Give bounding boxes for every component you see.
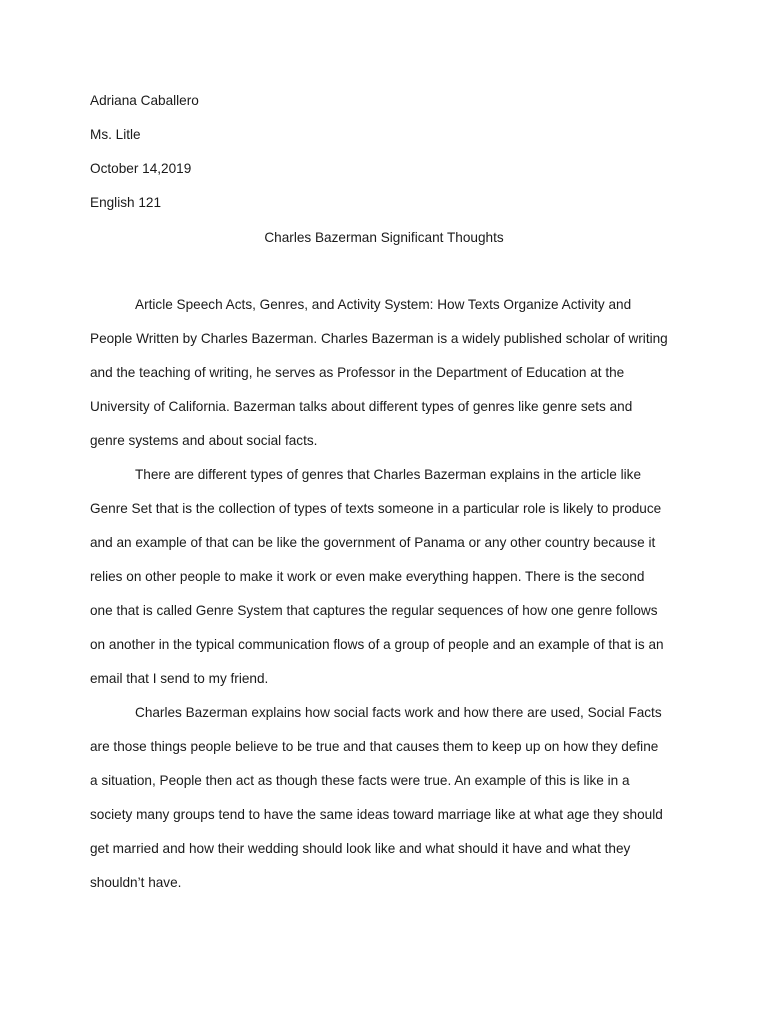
paragraph-line: one that is called Genre System that captures the regular sequences of how one genre follows: [90, 603, 658, 618]
instructor-name: Ms. Litle: [90, 127, 141, 142]
paragraph-line: There are different types of genres that Charles Bazerman explains in the article like: [135, 467, 642, 482]
author-name: Adriana Caballero: [90, 93, 199, 108]
paragraph-line: a situation, People then act as though these facts were true. An example of this is like in a: [90, 773, 630, 788]
paragraph-line: Charles Bazerman explains how social facts work and how there are used, Social Facts: [135, 705, 662, 720]
paragraph-line: email that I send to my friend.: [90, 671, 269, 686]
paragraph-line: shouldn’t have.: [90, 875, 182, 890]
paragraph-line: Genre Set that is the collection of types of texts someone in a particular role is likely to produce: [90, 501, 662, 516]
paragraph-line: Article Speech Acts, Genres, and Activity System: How Texts Organize Activity and: [135, 297, 632, 312]
document-title: Charles Bazerman Significant Thoughts: [264, 230, 504, 245]
paragraph-line: relies on other people to make it work or even make everything happen. There is the second: [90, 569, 645, 584]
paragraph-line: genre systems and about social facts.: [90, 433, 318, 448]
paragraph-line: University of California. Bazerman talks about different types of genres like genre sets and: [90, 399, 633, 414]
paragraph-line: on another in the typical communication flows of a group of people and an example of that is an: [90, 637, 664, 652]
paragraph-line: and the teaching of writing, he serves as Professor in the Department of Education at the: [90, 365, 625, 380]
paragraph-line: and an example of that can be like the government of Panama or any other country because it: [90, 535, 656, 550]
date-line: October 14,2019: [90, 161, 192, 176]
paragraph-line: get married and how their wedding should look like and what should it have and what they: [90, 841, 631, 856]
paragraph-line: society many groups tend to have the same ideas toward marriage like at what age they should: [90, 807, 663, 822]
paragraph-line: People Written by Charles Bazerman. Charles Bazerman is a widely published scholar of writing: [90, 331, 668, 346]
paragraph-line: are those things people believe to be true and that causes them to keep up on how they define: [90, 739, 659, 754]
course-line: English 121: [90, 195, 162, 210]
